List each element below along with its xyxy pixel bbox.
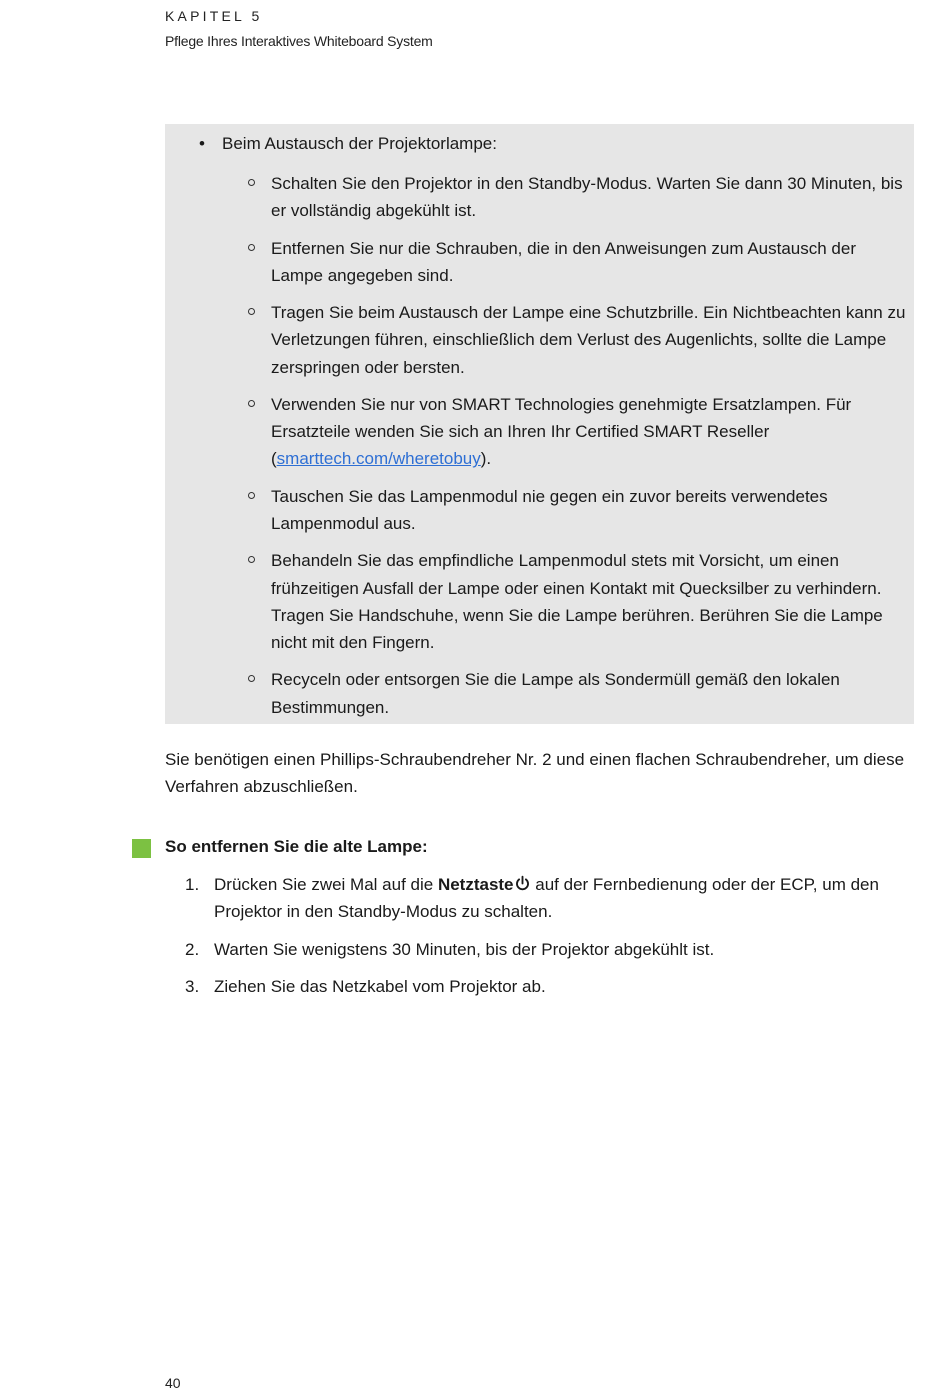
power-button-label: Netztaste	[437, 875, 514, 894]
task-heading: So entfernen Sie die alte Lampe:	[165, 837, 428, 856]
warning-item-text-end: ).	[480, 449, 492, 469]
warning-item	[271, 235, 907, 289]
task-marker-icon	[132, 839, 151, 858]
step-text: Drücken Sie zwei Mal auf die	[214, 875, 438, 894]
warning-item-text: Tauschen Sie das Lampenmodul nie gegen ein zuvor bereits verwendetes Lampenmodul aus.	[271, 486, 828, 533]
warning-item	[271, 299, 907, 381]
bullet-dot-icon: •	[199, 134, 205, 153]
warning-item	[271, 391, 907, 473]
power-icon	[514, 875, 531, 892]
chapter-subtitle: Pflege Ihres Interaktives Whiteboard System	[165, 33, 433, 49]
procedure-step	[185, 936, 904, 963]
warning-item	[271, 666, 907, 720]
step-number: 1.	[185, 875, 200, 894]
hollow-bullet-icon	[248, 492, 255, 499]
warning-item-text: Tragen Sie beim Austausch der Lampe eine Schutzbrille. Ein Nichtbeachten kann zu Verletzungen führen, einschließlich dem Verlust des Augenlichts, sollte die Lampe zerspringen oder bersten.	[271, 303, 906, 377]
tools-paragraph: Sie benötigen einen Phillips-Schraubendreher Nr. 2 und einen flachen Schraubendreher, um diese Verfahren abzuschließen.	[165, 750, 905, 797]
hollow-bullet-icon	[248, 400, 255, 407]
hollow-bullet-icon	[248, 179, 255, 186]
step-number: 2.	[185, 939, 200, 959]
warning-item-text: Entfernen Sie nur die Schrauben, die in den Anweisungen zum Austausch der Lampe angegeben sind.	[271, 238, 856, 285]
procedure-step	[185, 973, 904, 1000]
procedure-step	[185, 871, 904, 925]
step-text: Warten Sie wenigstens 30 Minuten, bis der Projektor abgekühlt ist.	[214, 939, 715, 959]
chapter-label: KAPITEL 5	[165, 8, 263, 24]
warning-item-text: Behandeln Sie das empfindliche Lampenmodul stets mit Vorsicht, um einen frühzeitigen Ausfall der Lampe oder einen Kontakt mit Quecksilber zu verhindern. Tragen Sie Handschuhe, wenn Sie die Lampe berühren. Berühren Sie die Lampe nicht mit den Fingern.	[271, 551, 883, 652]
page-number: 40	[165, 1375, 181, 1391]
warning-item	[271, 170, 907, 224]
step-number: 3.	[185, 976, 200, 996]
procedure-steps	[185, 871, 904, 1010]
step-text-end: auf der Fernbedienung oder der ECP, um den Projektor in den Standby-Modus zu schalten.	[214, 875, 879, 922]
warning-item-text: Schalten Sie den Projektor in den Standby-Modus. Warten Sie dann 30 Minuten, bis er vollständig abgekühlt ist.	[271, 174, 903, 221]
step-text: Ziehen Sie das Netzkabel vom Projektor ab.	[214, 976, 546, 996]
warning-list	[271, 170, 907, 731]
warning-item	[271, 547, 907, 656]
warning-intro: Beim Austausch der Projektorlampe:	[222, 134, 497, 153]
warning-item	[271, 483, 907, 537]
warning-item-text: Recyceln oder entsorgen Sie die Lampe als Sondermüll gemäß den lokalen Bestimmungen.	[271, 670, 840, 717]
wheretobuy-link[interactable]: smarttech.com/wheretobuy	[276, 449, 481, 469]
hollow-bullet-icon	[248, 244, 255, 251]
warning-item-text: Verwenden Sie nur von SMART Technologies genehmigte Ersatzlampen. Für Ersatzteile wenden Sie sich an Ihren Ihr Certified SMART Reseller (	[271, 394, 852, 469]
